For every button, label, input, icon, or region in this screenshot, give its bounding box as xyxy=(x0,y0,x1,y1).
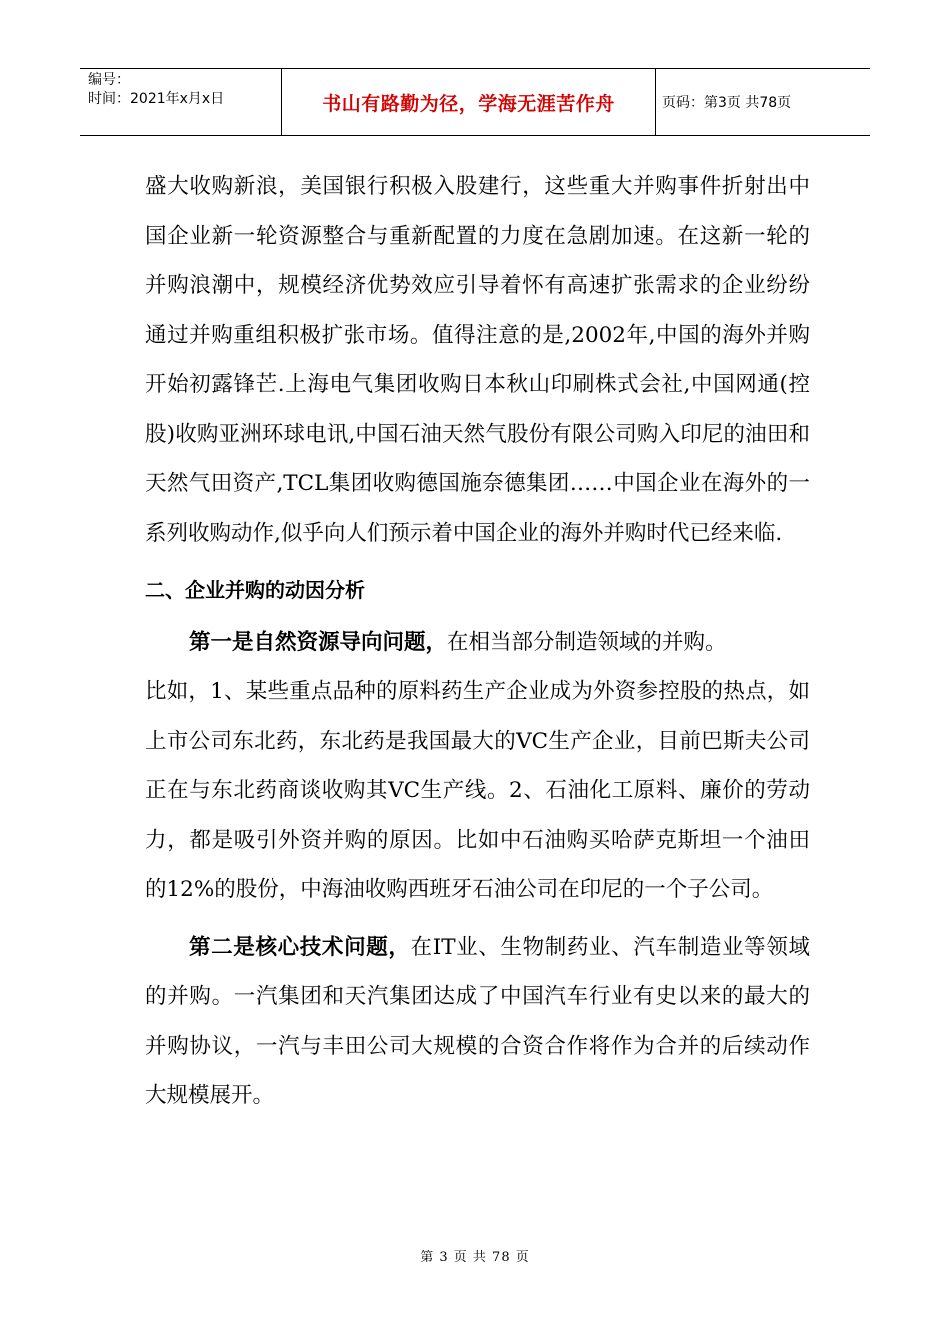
paragraph-text: 在IT业、生物制药业、汽车制造业等领域的并购。一汽集团和天汽集团达成了中国汽车行业有史以来的最大的并购协议，一汽与丰田公司大规模的合资合作将作为合并的后续动作大规模展开。 xyxy=(145,934,810,1108)
paragraph: 比如，1、某些重点品种的原料药生产企业成为外资参控股的热点，如上市公司东北药，东北药是我国最大的VC生产企业，目前巴斯夫公司正在与东北药商谈收购其VC生产线。2、石油化工原料、廉价的劳动力，都是吸引外资并购的原因。比如中石油购买哈萨克斯坦一个油田的12%的股份，中海油收购西班牙石油公司在印尼的一个子公司。 xyxy=(145,679,810,902)
header-motto: 书山有路勤为径，学海无涯苦作舟 xyxy=(282,69,656,135)
page-footer: 第 3 页 共 78 页 xyxy=(420,1250,530,1265)
paragraph xyxy=(145,923,810,1121)
time-label: 时间：2021年x月x日 xyxy=(88,91,225,107)
paragraph-lead: 第一是自然资源导向问题， xyxy=(189,629,448,655)
paragraph-text: 在相当部分制造领域的并购。 xyxy=(447,629,727,655)
paragraph: 盛大收购新浪，美国银行积极入股建行，这些重大并购事件折射出中国企业新一轮资源整合与重新配置的力度在急剧加速。在这新一轮的并购浪潮中，规模经济优势效应引导着怀有高速扩张需求的企业纷纷通过并购重组积极扩张市场。值得注意的是,2002年,中国的海外并购开始初露锋芒.上海电气集团收购日本秋山印刷株式会社,中国网通(控股)收购亚洲环球电讯,中国石油天然气股份有限公司购入印尼的油田和天然气田资产,TCL集团收购德国施奈德集团……中国企业在海外的一系列收购动作,似乎向人们预示着中国企业的海外并购时代已经来临. xyxy=(145,174,810,546)
paragraph-lead: 第二是核心技术问题， xyxy=(189,934,411,960)
document-body xyxy=(145,162,810,1121)
number-label: 编号： xyxy=(88,72,130,88)
header-meta xyxy=(80,69,282,135)
paragraph xyxy=(145,618,810,668)
page-header xyxy=(80,68,870,136)
header-page-info: 页码：第3页 共78页 xyxy=(662,95,792,111)
section-heading: 二、企业并购的动因分析 xyxy=(145,578,365,602)
